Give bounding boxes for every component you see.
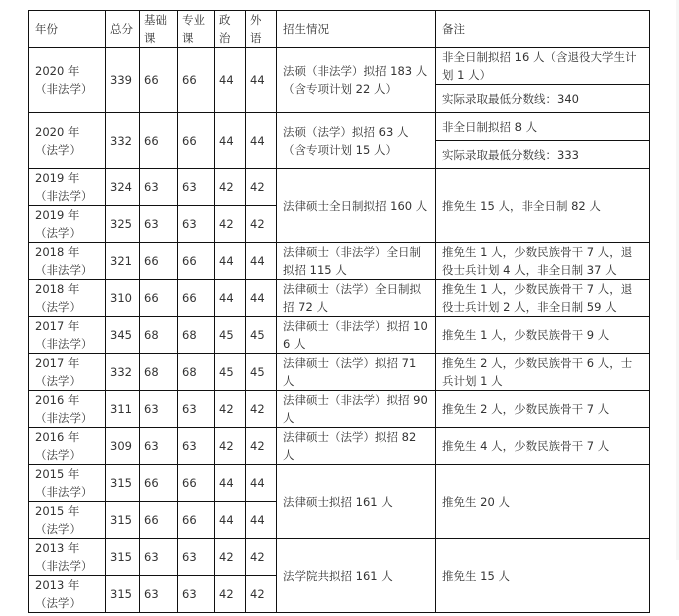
enrollment-cell: 法律硕士（非法学）拟招 106 人: [277, 317, 436, 354]
basic-cell: 63: [140, 428, 178, 465]
basic-cell: 63: [140, 576, 178, 613]
total-cell: 315: [106, 502, 140, 539]
table-row: [29, 539, 650, 576]
major-cell: 66: [178, 465, 215, 502]
enrollment-cell: 法律硕士（非法学）拟招 90 人: [277, 391, 436, 428]
header-foreign: 外语: [246, 11, 277, 48]
table-row: [29, 391, 650, 428]
major-cell: 63: [178, 576, 215, 613]
year-cell: 2020 年（非法学）: [29, 48, 106, 113]
remarks-cell: 实际录取最低分数线：333: [436, 141, 650, 169]
total-cell: 324: [106, 169, 140, 206]
header-remarks: 备注: [436, 11, 650, 48]
enrollment-cell: 法律硕士拟招 161 人: [277, 465, 436, 539]
total-cell: 309: [106, 428, 140, 465]
table-row: [29, 113, 650, 141]
table-row: [29, 428, 650, 465]
year-cell: 2018 年（法学）: [29, 280, 106, 317]
remarks-cell: 推免生 15 人，非全日制 82 人: [436, 169, 650, 243]
politics-cell: 45: [215, 354, 246, 391]
foreign-cell: 44: [246, 243, 277, 280]
table-row: [29, 48, 650, 85]
foreign-cell: 42: [246, 206, 277, 243]
foreign-cell: 45: [246, 317, 277, 354]
year-cell: 2016 年（法学）: [29, 428, 106, 465]
table-row: [29, 317, 650, 354]
remarks-cell: 实际录取最低分数线：340: [436, 85, 650, 113]
politics-cell: 42: [215, 539, 246, 576]
year-cell: 2019 年（法学）: [29, 206, 106, 243]
table-row: [29, 169, 650, 206]
total-cell: 325: [106, 206, 140, 243]
enrollment-cell: 法律硕士（法学）拟招 71 人: [277, 354, 436, 391]
politics-cell: 44: [215, 280, 246, 317]
header-year: 年份: [29, 11, 106, 48]
major-cell: 66: [178, 243, 215, 280]
remarks-cell: 推免生 2 人，少数民族骨干 7 人: [436, 391, 650, 428]
year-cell: 2017 年（非法学）: [29, 317, 106, 354]
year-cell: 2013 年（法学）: [29, 576, 106, 613]
major-cell: 63: [178, 169, 215, 206]
politics-cell: 44: [215, 502, 246, 539]
total-cell: 315: [106, 465, 140, 502]
total-cell: 339: [106, 48, 140, 113]
year-cell: 2013 年（非法学）: [29, 539, 106, 576]
table-row: [29, 243, 650, 280]
major-cell: 66: [178, 113, 215, 169]
major-cell: 66: [178, 48, 215, 113]
politics-cell: 42: [215, 169, 246, 206]
header-basic: 基础课: [140, 11, 178, 48]
foreign-cell: 44: [246, 113, 277, 169]
year-cell: 2020 年（法学）: [29, 113, 106, 169]
politics-cell: 44: [215, 465, 246, 502]
remarks-cell: 非全日制拟招 8 人: [436, 113, 650, 141]
total-cell: 332: [106, 113, 140, 169]
basic-cell: 66: [140, 502, 178, 539]
major-cell: 68: [178, 317, 215, 354]
header-enrollment: 招生情况: [277, 11, 436, 48]
basic-cell: 66: [140, 465, 178, 502]
foreign-cell: 44: [246, 502, 277, 539]
basic-cell: 63: [140, 169, 178, 206]
politics-cell: 44: [215, 243, 246, 280]
enrollment-cell: 法律硕士（非法学）全日制拟招 115 人: [277, 243, 436, 280]
foreign-cell: 44: [246, 48, 277, 113]
politics-cell: 42: [215, 206, 246, 243]
politics-cell: 42: [215, 391, 246, 428]
remarks-cell: 推免生 15 人: [436, 539, 650, 613]
header-major: 专业课: [178, 11, 215, 48]
major-cell: 66: [178, 280, 215, 317]
remarks-cell: 推免生 1 人，少数民族骨干 9 人: [436, 317, 650, 354]
table-row: [29, 280, 650, 317]
basic-cell: 66: [140, 48, 178, 113]
politics-cell: 44: [215, 113, 246, 169]
total-cell: 315: [106, 576, 140, 613]
total-cell: 345: [106, 317, 140, 354]
admission-score-table: [28, 10, 650, 613]
basic-cell: 66: [140, 113, 178, 169]
politics-cell: 45: [215, 317, 246, 354]
year-cell: 2016 年（非法学）: [29, 391, 106, 428]
header-politics: 政治: [215, 11, 246, 48]
basic-cell: 68: [140, 354, 178, 391]
politics-cell: 42: [215, 428, 246, 465]
major-cell: 63: [178, 539, 215, 576]
remarks-cell: 推免生 1 人，少数民族骨干 7 人，退役士兵计划 4 人，非全日制 37 人: [436, 243, 650, 280]
major-cell: 63: [178, 428, 215, 465]
total-cell: 315: [106, 539, 140, 576]
basic-cell: 68: [140, 317, 178, 354]
foreign-cell: 42: [246, 539, 277, 576]
politics-cell: 42: [215, 576, 246, 613]
remarks-cell: 推免生 20 人: [436, 465, 650, 539]
foreign-cell: 42: [246, 391, 277, 428]
total-cell: 332: [106, 354, 140, 391]
major-cell: 68: [178, 354, 215, 391]
year-cell: 2018 年（非法学）: [29, 243, 106, 280]
enrollment-cell: 法硕（非法学）拟招 183 人（含专项计划 22 人）: [277, 48, 436, 113]
major-cell: 66: [178, 502, 215, 539]
basic-cell: 63: [140, 206, 178, 243]
header-total: 总分: [106, 11, 140, 48]
politics-cell: 44: [215, 48, 246, 113]
foreign-cell: 45: [246, 354, 277, 391]
header-row: [29, 11, 650, 48]
total-cell: 310: [106, 280, 140, 317]
year-cell: 2019 年（非法学）: [29, 169, 106, 206]
enrollment-cell: 法硕（法学）拟招 63 人（含专项计划 15 人）: [277, 113, 436, 169]
year-cell: 2015 年（法学）: [29, 502, 106, 539]
remarks-cell: 推免生 1 人，少数民族骨干 7 人，退役士兵计划 2 人，非全日制 59 人: [436, 280, 650, 317]
foreign-cell: 42: [246, 576, 277, 613]
table-row: [29, 354, 650, 391]
major-cell: 63: [178, 391, 215, 428]
major-cell: 63: [178, 206, 215, 243]
basic-cell: 63: [140, 539, 178, 576]
year-cell: 2015 年（非法学）: [29, 465, 106, 502]
total-cell: 311: [106, 391, 140, 428]
remarks-cell: 推免生 4 人，少数民族骨干 7 人: [436, 428, 650, 465]
enrollment-cell: 法律硕士（法学）全日制拟招 72 人: [277, 280, 436, 317]
year-cell: 2017 年（法学）: [29, 354, 106, 391]
basic-cell: 66: [140, 280, 178, 317]
basic-cell: 66: [140, 243, 178, 280]
total-cell: 321: [106, 243, 140, 280]
foreign-cell: 44: [246, 280, 277, 317]
basic-cell: 63: [140, 391, 178, 428]
foreign-cell: 42: [246, 169, 277, 206]
remarks-cell: 推免生 2 人，少数民族骨干 6 人，士兵计划 1 人: [436, 354, 650, 391]
enrollment-cell: 法学院共拟招 161 人: [277, 539, 436, 613]
remarks-cell: 非全日制拟招 16 人（含退役大学生计划 1 人）: [436, 48, 650, 85]
enrollment-cell: 法律硕士（法学）拟招 82 人: [277, 428, 436, 465]
enrollment-cell: 法律硕士全日制拟招 160 人: [277, 169, 436, 243]
foreign-cell: 44: [246, 465, 277, 502]
foreign-cell: 42: [246, 428, 277, 465]
table-row: [29, 465, 650, 502]
